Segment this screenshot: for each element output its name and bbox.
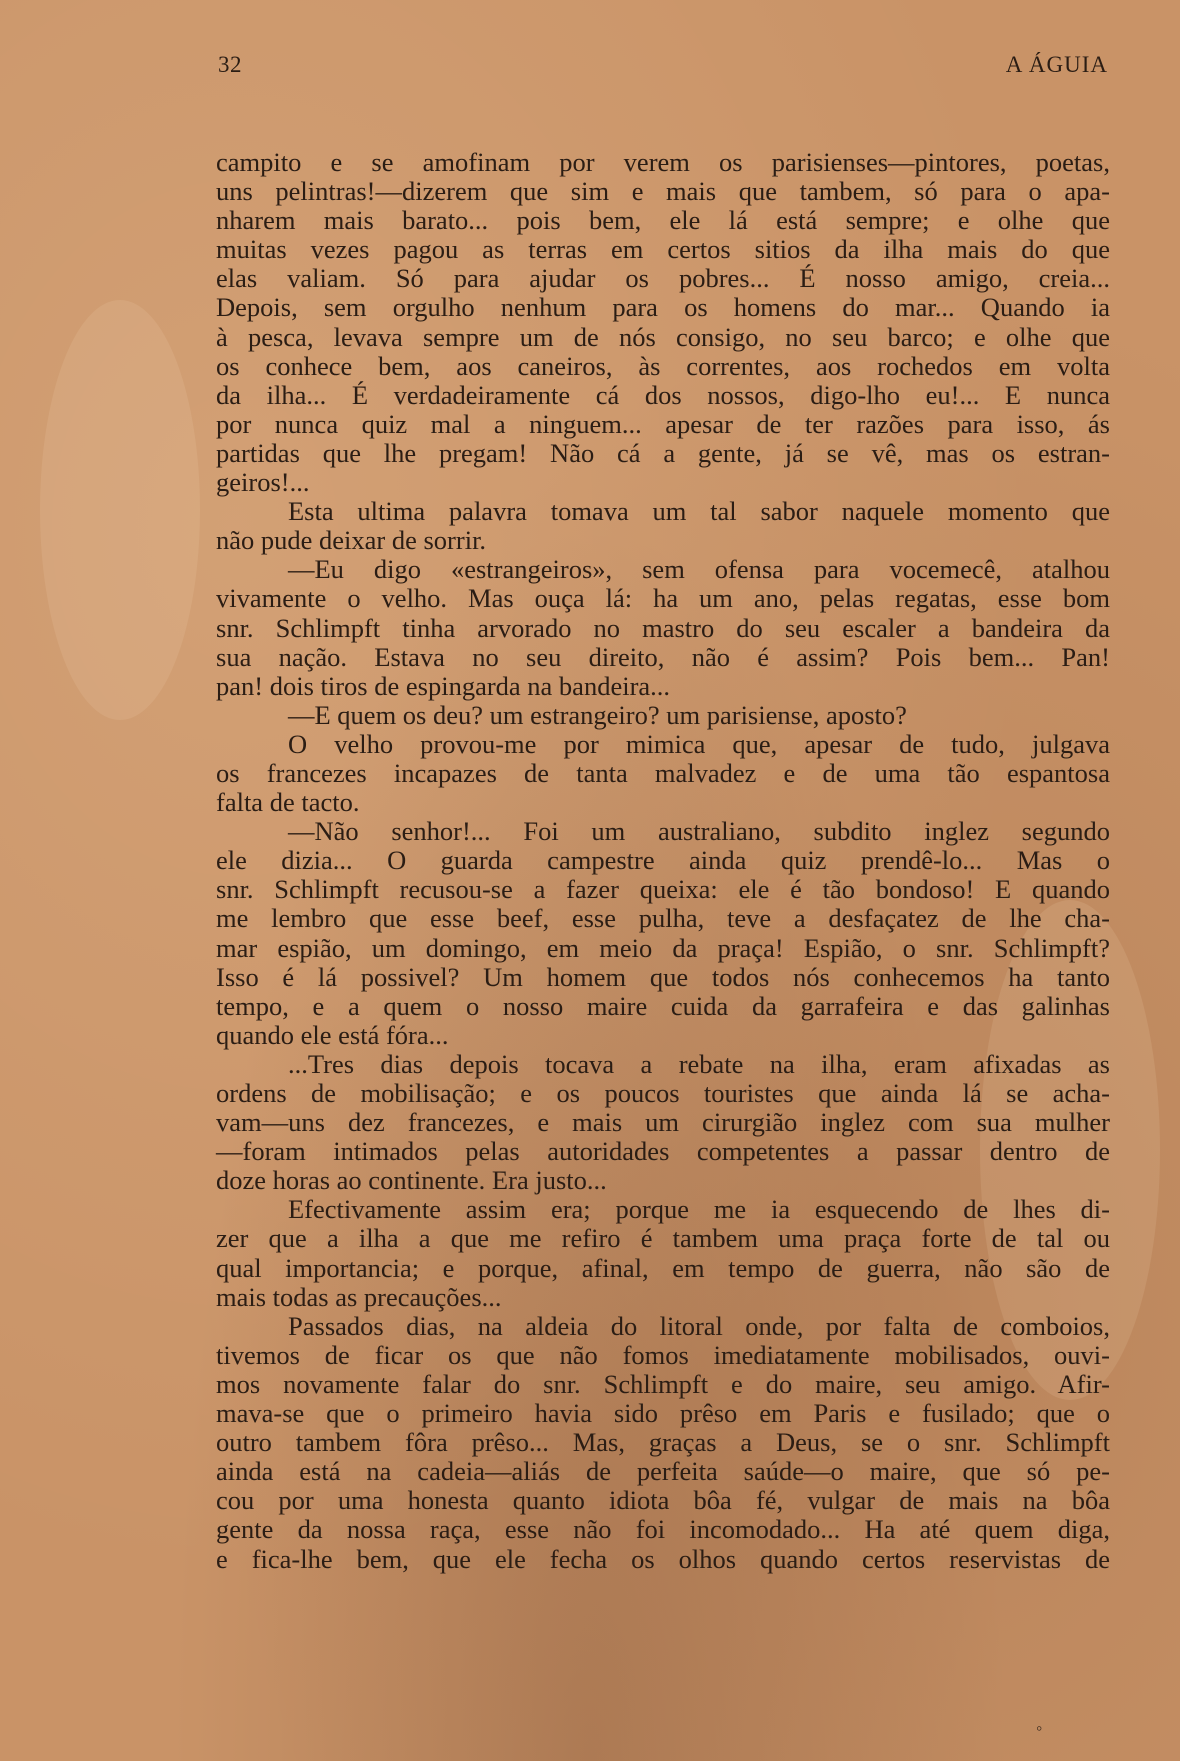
text-line: Isso é lá possivel? Um homem que todos nós conhecemos ha tanto: [216, 961, 1110, 992]
text-line: zer que a ilha a que me refiro é tambem uma praça forte de tal ou: [216, 1223, 1110, 1254]
text-line: uns pelintras!—dizerem que sim e mais que tambem, só para o apa-: [216, 176, 1110, 207]
text-line: mar espião, um domingo, em meio da praça! Espião, o snr. Schlimpft?: [216, 932, 1110, 963]
text-line: elas valiam. Só para ajudar os pobres... É nosso amigo, creia...: [216, 263, 1110, 294]
page-number: 32: [218, 52, 242, 77]
text-line: Passados dias, na aldeia do litoral onde, por falta de comboios,: [288, 1310, 1110, 1341]
text-line: vam—uns dez francezes, e mais um cirurgião inglez com sua mulher: [216, 1107, 1110, 1138]
text-line: me lembro que esse beef, esse pulha, teve a desfaçatez de lhe cha-: [216, 903, 1110, 934]
text-line: ...Tres dias depois tocava a rebate na ilha, eram afixadas as: [288, 1048, 1110, 1079]
text-line: Efectivamente assim era; porque me ia esquecendo de lhes di-: [288, 1194, 1110, 1225]
text-line: —Não senhor!... Foi um australiano, subdito inglez segundo: [288, 816, 1110, 847]
text-line: mos novamente falar do snr. Schlimpft e do maire, seu amigo. Afir-: [216, 1368, 1110, 1399]
text-line: partidas que lhe pregam! Não cá a gente, já se vê, mas os estran-: [216, 437, 1110, 468]
text-line: ordens de mobilisação; e os poucos touristes que ainda lá se acha-: [216, 1078, 1110, 1108]
text-line: falta de tacto.: [216, 787, 360, 818]
text-line: —foram intimados pelas autoridades competentes a passar dentro de: [216, 1136, 1110, 1167]
text-line: e fica-lhe bem, que ele fecha os olhos quando certos reservistas de: [216, 1543, 1110, 1574]
paper-stain: [40, 300, 200, 720]
text-line: ele dizia... O guarda campestre ainda quiz prendê-lo... Mas o: [216, 845, 1110, 876]
text-line: outro tambem fôra prêso... Mas, graças a Deus, se o snr. Schlimpft: [216, 1427, 1110, 1458]
text-line: por nunca quiz mal a ninguem... apesar de ter razões para isso, ás: [216, 408, 1110, 439]
running-head: A ÁGUIA: [1005, 52, 1108, 77]
text-line: da ilha... É verdadeiramente cá dos nossos, digo-lho eu!... E nunca: [216, 379, 1110, 410]
text-line: mava-se que o primeiro havia sido prêso em Paris e fusilado; que o: [216, 1398, 1110, 1429]
text-line: à pesca, levava sempre um de nós consigo, no seu barco; e olhe que: [216, 321, 1110, 352]
text-line: doze horas ao continente. Era justo...: [216, 1165, 607, 1196]
text-line: não pude deixar de sorrir.: [216, 525, 487, 556]
text-line: tivemos de ficar os que não fomos imediatamente mobilisados, ouvi-: [216, 1339, 1110, 1370]
text-line: quando ele está fóra...: [216, 1019, 449, 1050]
text-line: os francezes incapazes de tanta malvadez e de uma tão espantosa: [216, 757, 1110, 788]
text-line: nharem mais barato... pois bem, ele lá está sempre; e olhe que: [216, 205, 1110, 236]
text-line: pan! dois tiros de espingarda na bandeira...: [216, 670, 671, 701]
page-header: [218, 52, 1108, 92]
text-line: tempo, e a quem o nosso maire cuida da garrafeira e das galinhas: [216, 990, 1110, 1021]
text-line: campito e se amofinam por verem os parisienses—pintores, poetas,: [216, 147, 1110, 177]
text-line: snr. Schlimpft recusou-se a fazer queixa: ele é tão bondoso! E quando: [216, 874, 1110, 905]
text-line: sua nação. Estava no seu direito, não é assim? Pois bem... Pan!: [216, 641, 1110, 672]
text-line: Depois, sem orgulho nenhum para os homens do mar... Quando ia: [216, 292, 1110, 323]
text-line: vivamente o velho. Mas ouça lá: ha um ano, pelas regatas, esse bom: [216, 583, 1110, 614]
text-line: qual importancia; e porque, afinal, em tempo de guerra, não são de: [216, 1252, 1110, 1283]
text-line: mais todas as precauções...: [216, 1281, 502, 1312]
text-line: snr. Schlimpft tinha arvorado no mastro do seu escaler a bandeira da: [216, 612, 1110, 643]
text-line: geiros!...: [216, 467, 310, 498]
text-line: os conhece bem, aos caneiros, às correntes, aos rochedos em volta: [216, 350, 1110, 381]
text-line: O velho provou-me por mimica que, apesar de tudo, julgava: [288, 728, 1110, 759]
text-line: —Eu digo «estrangeiros», sem ofensa para vocemecê, atalhou: [288, 554, 1110, 585]
text-line: cou por uma honesta quanto idiota bôa fé, vulgar de mais na bôa: [216, 1485, 1110, 1516]
text-line: —E quem os deu? um estrangeiro? um parisiense, aposto?: [288, 699, 907, 730]
text-line: gente da nossa raça, esse não foi incomodado... Ha até quem diga,: [216, 1514, 1110, 1545]
text-line: muitas vezes pagou as terras em certos sitios da ilha mais do que: [216, 234, 1110, 265]
body-text: [216, 148, 1110, 1574]
text-line: Esta ultima palavra tomava um tal sabor naquele momento que: [288, 496, 1110, 527]
ink-mark: ◦: [1036, 1718, 1043, 1738]
text-line: ainda está na cadeia—aliás de perfeita saúde—o maire, que só pe-: [216, 1456, 1110, 1487]
